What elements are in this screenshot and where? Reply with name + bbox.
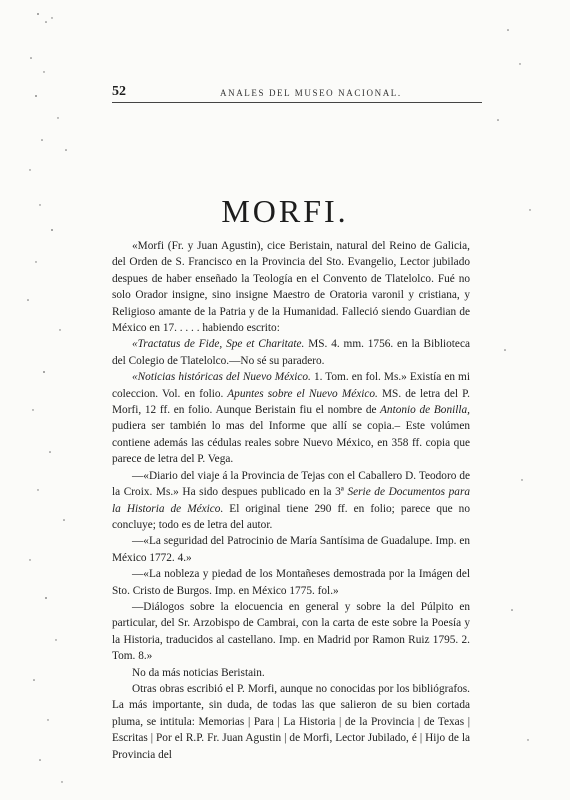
- entry-bonilla-name: Antonio de Bonilla,: [376, 404, 470, 417]
- entry-tractatus: [112, 336, 470, 369]
- entry-dialogos: —Diálogos sobre la elocuencia en general y sobre la del Púlpito en particular, del Sr. Arzobispo de Cambrai, con la carta de este sobre la Poesía y la Historia, traducidos al castellano. Imp. en Madrid por Ramon Ruiz 1795. 2. Tom. 8.»: [112, 600, 470, 663]
- page-number: 52: [112, 84, 126, 99]
- entry-noticias: [112, 369, 470, 467]
- entry-diario-series: Serie de Documentos para la Historia de México.: [112, 486, 470, 515]
- entry-tractatus-title: «Tractatus de Fide, Spe et Charitate.: [132, 338, 305, 351]
- entry-apuntes-text: MS. de letra del P. Morfi, 12 ff. en folio. Aunque Beristain fiu el nombre de: [112, 387, 470, 417]
- entry-noticias-text: 1. Tom. en fol. Ms.» Existía en mi coleccion. Vol. en folio.: [112, 371, 470, 400]
- header-rule: [112, 102, 482, 103]
- article-body: [112, 238, 470, 763]
- entry-seguridad: —«La seguridad del Patrocinio de María Santísima de Guadalupe. Imp. en México 1772. 4.»: [112, 535, 470, 564]
- running-title: ANALES DEL MUSEO NACIONAL.: [220, 88, 402, 98]
- entry-nobleza: —«La nobleza y piedad de los Montañeses demostrada por la Imágen del Sto. Cristo de Burgos. Imp. en México 1775. fol.»: [112, 568, 470, 597]
- entry-diario: [112, 468, 470, 534]
- article-title: MORFI.: [221, 193, 349, 230]
- entry-tractatus-text: MS. 4. mm. 1756. en la Biblioteca del Colegio de Tlatelolco.—No sé su paradero.: [112, 338, 470, 367]
- page-header: [112, 84, 482, 104]
- paragraph-note: No da más noticias Beristain.: [132, 666, 265, 679]
- entry-apuntes-title: Apuntes sobre el Nuevo México.: [223, 387, 378, 400]
- entry-diario-text: —«Diario del viaje á la Provincia de Tejas con el Caballero D. Teodoro de la Croix. Ms.» Ha sido despues publicado en la 3ª: [112, 469, 470, 499]
- entry-noticias-end: pudiera ser también lo mas del Informe que allí se copia.– Este volúmen contiene además las cédulas reales sobre Nuevo México, en 358 ff. copia que parece de letra del P. Vega.: [112, 420, 470, 466]
- paragraph-other-works: Otras obras escribió el P. Morfi, aunque no conocidas por los bibliógrafos. La más importante, sin duda, de todas las que salieron de su bien cortada pluma, se intitula: Memorias | Para | La Historia | de la Provincia | de Texas | Escritas | Por el R.P. Fr. Juan Agustin | de Morfi, Lector Jubilado, é | Hijo de la Provincia del: [112, 682, 470, 761]
- entry-diario-end: El original tiene 290 ff. en folio; parece que no concluye; todo es de letra del autor.: [112, 502, 470, 531]
- paragraph-intro: «Morfi (Fr. y Juan Agustin), cice Beristain, natural del Reino de Galicia, del Orden de S. Francisco en la Provincia del Sto. Evangelio, Lector jubilado despues de haber enseñado la Teología en el Convento de Tlatelolco. Fué no solo Orador insigne, sino insigne Maestro de Oratoria varonil y cristiana, y Religioso amante de la Patria y de la Humanidad. Falleció siendo Guardian de México en 17. . . . . habiendo escrito:: [112, 240, 470, 335]
- entry-noticias-title: «Noticias históricas del Nuevo México.: [132, 371, 311, 384]
